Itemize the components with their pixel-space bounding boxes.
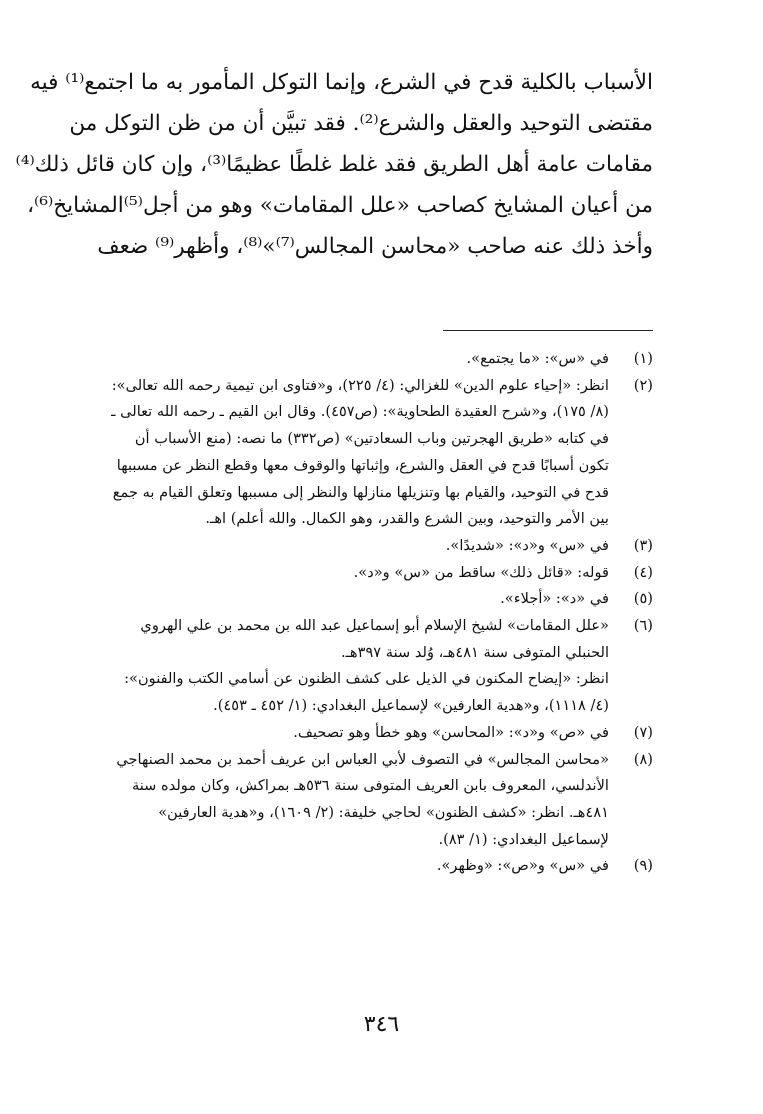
footnote-line: في كتابه «طريق الهجرتين وباب السعادتين» (ص٣٣٢) ما نصه: (منع الأسباب أن — [134, 430, 609, 448]
footnote-8 — [88, 747, 653, 854]
footnote-line: بين الأمر والتوحيد، وبين الشرع والقدر، وهو الكمال. والله أعلم) اهـ. — [205, 510, 609, 528]
footnote-number: (٣) — [633, 536, 653, 554]
footnote-number: (٩) — [633, 857, 653, 875]
footnote-number: (٦) — [633, 617, 653, 635]
footnote-line: في «د»: «أجلاء». — [500, 590, 609, 608]
footnote-3 — [88, 533, 653, 560]
footnote-line: «محاسن المجالس» في التصوف لأبي العباس ابن عريف أحمد بن محمد الصنهاجي — [116, 750, 609, 768]
footnote-line: انظر: «إحياء علوم الدين» للغزالي: (٤/ ٢٢٥)، و«فتاوى ابن تيمية رحمه الله تعالى»: — [111, 376, 609, 394]
footnote-divider — [443, 330, 653, 331]
footnote-text — [88, 613, 609, 720]
main-text-block — [15, 62, 653, 267]
footnote-number: (٤) — [633, 563, 653, 581]
main-paragraph — [15, 62, 653, 267]
footnote-number: (١) — [633, 350, 653, 367]
footnote-line: لإسماعيل البغدادي: (١/ ٨٣). — [438, 830, 609, 848]
footnotes — [88, 346, 653, 880]
footnote-line: تكون أسبابًا قدح في العقل والشرع، وإثباتها والوقوف معها وقطع النظر عن مسببها — [116, 456, 609, 474]
footnote-text — [88, 346, 609, 373]
footnote-5 — [88, 586, 653, 613]
footnote-number: (٧) — [633, 723, 653, 741]
footnote-text — [88, 853, 609, 880]
footnote-1 — [88, 346, 653, 373]
footnote-line: الحنبلي المتوفى سنة ٤٨١هـ، وُلد سنة ٣٩٧هـ. — [341, 643, 609, 661]
footnote-number: (٥) — [633, 590, 653, 608]
footnote-2 — [88, 373, 653, 533]
main-text-line: وأخذ ذلك عنه صاحب «محاسن المجالس⁽⁷⁾»⁽⁸⁾، وأظهر⁽⁹⁾ ضعف — [97, 234, 653, 259]
footnote-text — [88, 373, 609, 533]
main-text-line: مقامات عامة أهل الطريق فقد غلط غلطًا عظيمًا⁽³⁾، وإن كان قائل ذلك⁽⁴⁾ — [15, 152, 653, 177]
footnote-9 — [88, 853, 653, 880]
footnote-line: انظر: «إيضاح المكنون في الذيل على كشف الظنون عن أسامي الكتب والفنون»: — [124, 670, 609, 688]
footnote-text — [88, 747, 609, 854]
footnote-text — [88, 533, 609, 560]
main-text-line: من أعيان المشايخ كصاحب «علل المقامات» وهو من أجل⁽⁵⁾المشايخ⁽⁶⁾، — [27, 193, 653, 218]
footnote-4 — [88, 560, 653, 587]
footnote-7 — [88, 720, 653, 747]
page-number: ٣٤٦ — [363, 1012, 400, 1037]
footnote-line: في «ص» و«د»: «المحاسن» وهو خطأ وهو تصحيف. — [293, 723, 609, 741]
footnote-line: (٤/ ١١١٨)، و«هدية العارفين» لإسماعيل البغدادي: (١/ ٤٥٢ ـ ٤٥٣). — [213, 697, 609, 715]
footnote-line: في «س» و«د»: «شديدًا». — [445, 536, 609, 554]
footnote-line: «علل المقامات» لشيخ الإسلام أبو إسماعيل عبد الله بن محمد بن علي الهروي — [140, 617, 609, 635]
footnote-text — [88, 720, 609, 747]
footnote-line: قوله: «قائل ذلك» ساقط من «س» و«د». — [353, 563, 609, 581]
footnote-line: (٨/ ١٧٥)، و«شرح العقيدة الطحاوية»: (ص٤٥٧). وقال ابن القيم ـ رحمه الله تعالى ـ — [111, 403, 609, 421]
main-text-line: مقتضى التوحيد والعقل والشرع⁽²⁾. فقد تبيَّن أن من ظن التوكل من — [69, 111, 653, 136]
footnote-text — [88, 560, 609, 587]
footnote-number: (٨) — [633, 750, 653, 768]
main-text-line: الأسباب بالكلية قدح في الشرع، وإنما التوكل المأمور به ما اجتمع⁽¹⁾ فيه — [30, 70, 653, 95]
footnote-line: ٤٨١هـ. انظر: «كشف الظنون» لحاجي خليفة: (٢/ ١٦٠٩)، و«هدية العارفين» — [158, 803, 609, 821]
footnote-line: قدح في التوحيد، والقيام بها وتنزيلها منازلها والنظر إلى مسببها وتعلق القيام به جمع — [112, 483, 609, 501]
footnote-line: في «س» و«ص»: «وظهر». — [436, 857, 609, 875]
footnote-line: الأندلسي، المعروف بابن العريف المتوفى سنة ٥٣٦هـ بمراكش، وكان مولده سنة — [131, 777, 609, 795]
footnote-text — [88, 586, 609, 613]
footnote-line: في «س»: «ما يجتمع». — [466, 350, 609, 367]
footnote-6 — [88, 613, 653, 720]
footnote-number: (٢) — [633, 376, 653, 394]
